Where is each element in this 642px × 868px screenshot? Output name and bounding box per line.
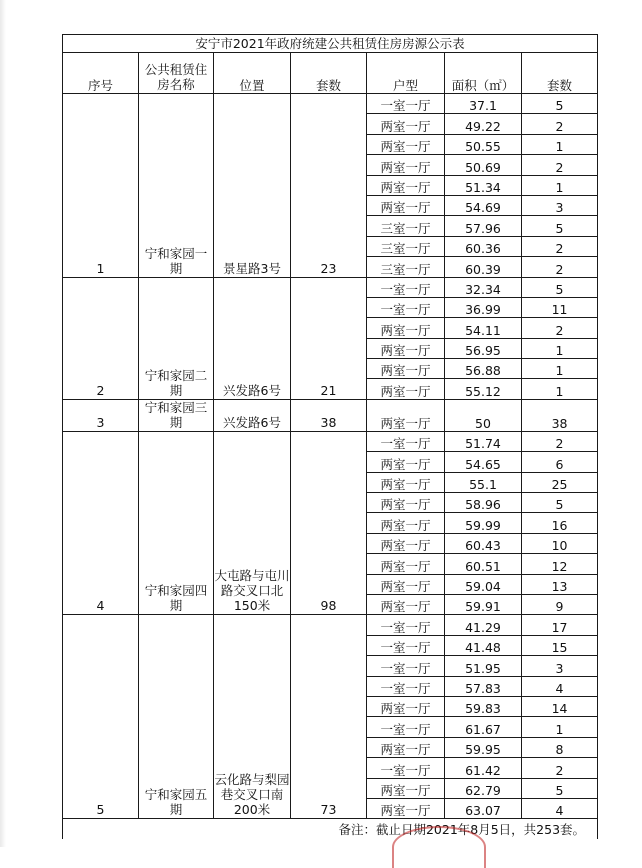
unit-count: 1: [522, 717, 598, 737]
project-seq: 5: [63, 615, 139, 819]
unit-layout: 两室一厅: [367, 379, 445, 399]
unit-layout: 一室一厅: [367, 615, 445, 635]
header-area: 面积（㎡）: [445, 53, 522, 94]
unit-layout: 一室一厅: [367, 431, 445, 451]
unit-count: 1: [522, 134, 598, 154]
unit-area: 50: [445, 399, 522, 431]
unit-count: 2: [522, 155, 598, 175]
unit-count: 4: [522, 798, 598, 818]
project-location: 景星路3号: [214, 94, 291, 278]
unit-layout: 两室一厅: [367, 493, 445, 513]
note-row: [63, 819, 598, 840]
unit-area: 59.91: [445, 594, 522, 614]
unit-area: 37.1: [445, 94, 522, 114]
unit-area: 60.51: [445, 554, 522, 574]
unit-count: 14: [522, 696, 598, 716]
unit-area: 59.95: [445, 737, 522, 757]
unit-layout: 两室一厅: [367, 554, 445, 574]
unit-layout: 两室一厅: [367, 798, 445, 818]
unit-area: 59.99: [445, 513, 522, 533]
header-layout: 户型: [367, 53, 445, 94]
project-seq: 4: [63, 431, 139, 615]
project-sets: 38: [291, 399, 367, 431]
project-sets: 23: [291, 94, 367, 278]
unit-count: 5: [522, 216, 598, 236]
unit-layout: 一室一厅: [367, 717, 445, 737]
unit-layout: 两室一厅: [367, 175, 445, 195]
project-name: 宁和家园三期: [139, 399, 214, 431]
unit-layout: 两室一厅: [367, 696, 445, 716]
unit-count: 25: [522, 472, 598, 492]
unit-layout: 三室一厅: [367, 236, 445, 256]
unit-count: 5: [522, 94, 598, 114]
unit-area: 63.07: [445, 798, 522, 818]
unit-area: 55.1: [445, 472, 522, 492]
unit-area: 62.79: [445, 778, 522, 798]
unit-count: 1: [522, 379, 598, 399]
unit-layout: 两室一厅: [367, 513, 445, 533]
project-name: 宁和家园四期: [139, 431, 214, 615]
unit-area: 61.67: [445, 717, 522, 737]
unit-count: 1: [522, 175, 598, 195]
unit-area: 51.34: [445, 175, 522, 195]
unit-layout: 三室一厅: [367, 216, 445, 236]
unit-layout: 两室一厅: [367, 594, 445, 614]
unit-layout: 两室一厅: [367, 114, 445, 134]
unit-count: 4: [522, 676, 598, 696]
unit-layout: 一室一厅: [367, 635, 445, 655]
unit-area: 41.29: [445, 615, 522, 635]
project-seq: 3: [63, 399, 139, 431]
unit-layout: 两室一厅: [367, 318, 445, 338]
project-sets: 73: [291, 615, 367, 819]
unit-layout: 两室一厅: [367, 737, 445, 757]
unit-layout: 一室一厅: [367, 656, 445, 676]
unit-area: 56.95: [445, 338, 522, 358]
unit-layout: 两室一厅: [367, 155, 445, 175]
project-seq: 2: [63, 277, 139, 399]
unit-layout: 两室一厅: [367, 574, 445, 594]
unit-area: 36.99: [445, 297, 522, 317]
project-location: 兴发路6号: [214, 399, 291, 431]
unit-area: 54.65: [445, 452, 522, 472]
unit-area: 50.69: [445, 155, 522, 175]
unit-layout: 两室一厅: [367, 452, 445, 472]
unit-area: 51.95: [445, 656, 522, 676]
project-location: 大屯路与屯川路交叉口北150米: [214, 431, 291, 615]
project-name: 宁和家园五期: [139, 615, 214, 819]
unit-count: 12: [522, 554, 598, 574]
table-row: [63, 277, 598, 297]
unit-count: 10: [522, 533, 598, 553]
unit-area: 58.96: [445, 493, 522, 513]
unit-layout: 两室一厅: [367, 472, 445, 492]
unit-area: 54.69: [445, 195, 522, 215]
unit-area: 60.43: [445, 533, 522, 553]
unit-count: 2: [522, 431, 598, 451]
unit-area: 41.48: [445, 635, 522, 655]
project-seq: 1: [63, 94, 139, 278]
unit-count: 13: [522, 574, 598, 594]
unit-area: 56.88: [445, 359, 522, 379]
unit-count: 38: [522, 399, 598, 431]
unit-count: 5: [522, 778, 598, 798]
project-name: 宁和家园一期: [139, 94, 214, 278]
unit-layout: 两室一厅: [367, 195, 445, 215]
unit-area: 51.74: [445, 431, 522, 451]
unit-count: 2: [522, 758, 598, 778]
table-row: [63, 615, 598, 635]
unit-area: 55.12: [445, 379, 522, 399]
unit-area: 59.04: [445, 574, 522, 594]
project-name: 宁和家园二期: [139, 277, 214, 399]
unit-area: 57.83: [445, 676, 522, 696]
unit-count: 17: [522, 615, 598, 635]
project-sets: 21: [291, 277, 367, 399]
header-row: [63, 53, 598, 94]
table-title: 安宁市2021年政府统建公共租赁住房房源公示表: [63, 35, 598, 53]
unit-layout: 一室一厅: [367, 94, 445, 114]
unit-layout: 两室一厅: [367, 338, 445, 358]
unit-area: 57.96: [445, 216, 522, 236]
unit-area: 49.22: [445, 114, 522, 134]
unit-count: 2: [522, 318, 598, 338]
unit-count: 5: [522, 493, 598, 513]
table-row: [63, 399, 598, 431]
project-location: 云化路与梨园巷交叉口南200米: [214, 615, 291, 819]
unit-layout: 两室一厅: [367, 533, 445, 553]
header-name: 公共租赁住房名称: [139, 53, 214, 94]
scan-edge: [0, 0, 6, 847]
unit-count: 2: [522, 236, 598, 256]
unit-layout: 两室一厅: [367, 778, 445, 798]
unit-layout: 一室一厅: [367, 277, 445, 297]
table-row: [63, 94, 598, 114]
unit-count: 9: [522, 594, 598, 614]
unit-count: 1: [522, 359, 598, 379]
unit-count: 11: [522, 297, 598, 317]
unit-count: 6: [522, 452, 598, 472]
unit-count: 5: [522, 277, 598, 297]
table-row: [63, 431, 598, 451]
header-sets: 套数: [291, 53, 367, 94]
header-seq: 序号: [63, 53, 139, 94]
unit-area: 50.55: [445, 134, 522, 154]
project-sets: 98: [291, 431, 367, 615]
header-count: 套数: [522, 53, 598, 94]
unit-count: 1: [522, 338, 598, 358]
unit-count: 8: [522, 737, 598, 757]
unit-layout: 两室一厅: [367, 399, 445, 431]
unit-area: 60.36: [445, 236, 522, 256]
unit-layout: 一室一厅: [367, 297, 445, 317]
unit-layout: 一室一厅: [367, 758, 445, 778]
unit-count: 3: [522, 195, 598, 215]
housing-table: [62, 34, 598, 839]
unit-layout: 一室一厅: [367, 676, 445, 696]
header-location: 位置: [214, 53, 291, 94]
unit-layout: 两室一厅: [367, 359, 445, 379]
project-location: 兴发路6号: [214, 277, 291, 399]
unit-count: 16: [522, 513, 598, 533]
unit-area: 61.42: [445, 758, 522, 778]
unit-area: 60.39: [445, 257, 522, 277]
unit-count: 3: [522, 656, 598, 676]
unit-count: 2: [522, 114, 598, 134]
unit-count: 2: [522, 257, 598, 277]
unit-area: 54.11: [445, 318, 522, 338]
unit-area: 59.83: [445, 696, 522, 716]
unit-count: 15: [522, 635, 598, 655]
unit-area: 32.34: [445, 277, 522, 297]
unit-layout: 三室一厅: [367, 257, 445, 277]
unit-layout: 两室一厅: [367, 134, 445, 154]
table-note: 备注：截止日期2021年8月5日，共253套。: [63, 819, 598, 840]
